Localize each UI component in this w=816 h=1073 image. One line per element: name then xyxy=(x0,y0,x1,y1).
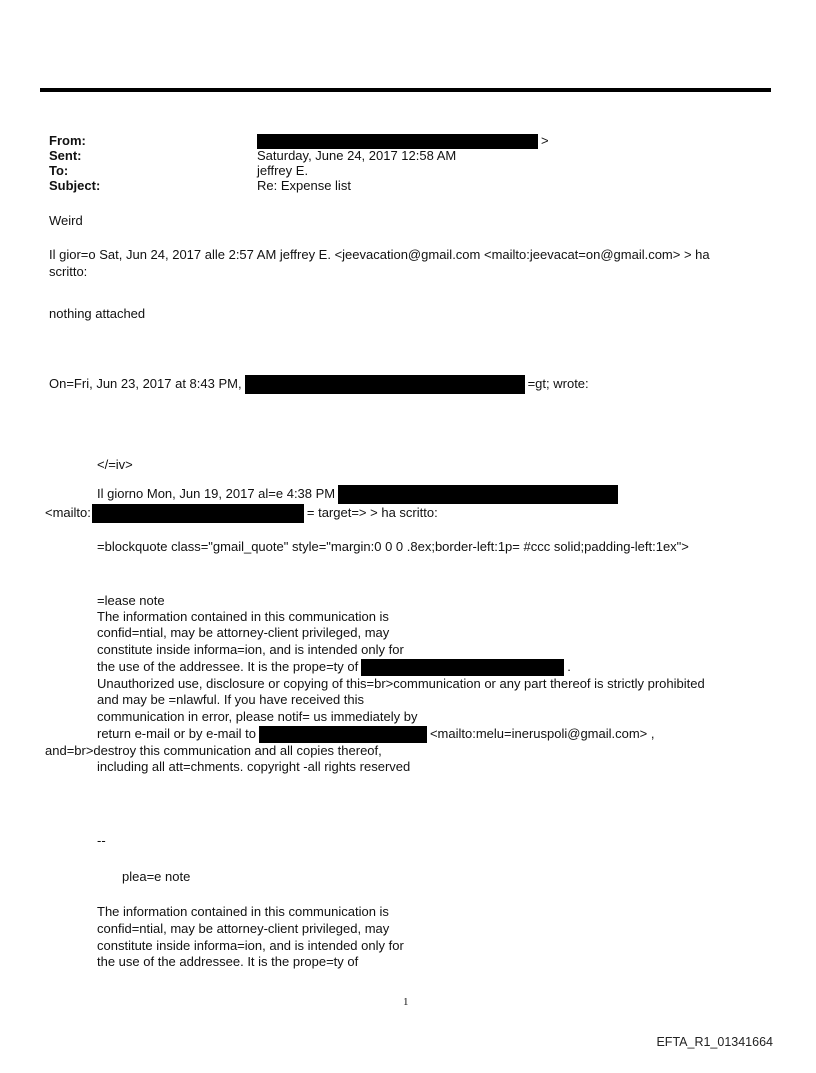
disclaimer-line: confid=ntial, may be attorney-client privileged, may xyxy=(97,921,390,936)
disclaimer-line: <mailto:melu=ineruspoli@gmail.com> , xyxy=(429,726,655,741)
from-line xyxy=(257,133,549,149)
disclaimer-line: . xyxy=(567,659,571,674)
redaction xyxy=(257,134,538,149)
disclaimer-line: communication in error, please notif= us immediately by xyxy=(97,709,418,724)
disclaimer-line: =lease note xyxy=(97,593,165,608)
redaction xyxy=(92,504,304,523)
subject-label: Subject: xyxy=(49,178,101,193)
disclaimer-line: return e-mail or by e-mail to xyxy=(97,726,256,741)
body-line-group xyxy=(45,504,438,523)
disclaimer-line: the use of the addressee. It is the prope=ty of xyxy=(97,954,359,969)
sent-label: Sent: xyxy=(49,148,82,163)
disclaimer-line-group xyxy=(97,659,571,676)
redaction xyxy=(245,375,525,394)
body-line: Weird xyxy=(49,213,83,228)
disclaimer-line: and may be =nlawful. If you have received this xyxy=(97,692,365,707)
disclaimer-line: plea=e note xyxy=(122,869,191,884)
disclaimer-line: The information contained in this communication is xyxy=(97,904,389,919)
disclaimer-line: including all att=chments. copyright -all rights reserved xyxy=(97,759,411,774)
redaction xyxy=(259,726,427,743)
body-line: Il gior=o Sat, Jun 24, 2017 alle 2:57 AM jeffrey E. <jeevacation@gmail.com <mailto:jeevacat=on@gmail.com> > ha xyxy=(49,247,710,262)
disclaimer-line: The information contained in this communication is xyxy=(97,609,389,624)
from-label: From: xyxy=(49,133,86,148)
body-line: On=Fri, Jun 23, 2017 at 8:43 PM, xyxy=(49,375,242,391)
disclaimer-line: the use of the addressee. It is the prope=ty of xyxy=(97,659,359,674)
sent-value: Saturday, June 24, 2017 12:58 AM xyxy=(257,148,457,163)
body-line: =blockquote class="gmail_quote" style="margin:0 0 0 .8ex;border-left:1p= #ccc solid;padding-left:1ex"> xyxy=(97,539,689,554)
body-line: Il giorno Mon, Jun 19, 2017 al=e 4:38 PM xyxy=(97,485,336,501)
redaction xyxy=(338,485,618,504)
redaction xyxy=(361,659,564,676)
disclaimer-line: constitute inside informa=ion, and is intended only for xyxy=(97,642,404,657)
body-line-group xyxy=(97,485,621,504)
separator: -- xyxy=(97,833,106,848)
to-value: jeffrey E. xyxy=(257,163,309,178)
disclaimer-line-group xyxy=(97,726,655,743)
body-line: <mailto: xyxy=(45,504,91,520)
from-suffix: > xyxy=(541,133,549,148)
body-line-group xyxy=(49,375,589,394)
body-line: nothing attached xyxy=(49,306,146,321)
subject-value: Re: Expense list xyxy=(257,178,351,193)
body-line: </=iv> xyxy=(97,457,133,472)
disclaimer-line: and=br>destroy this communication and all copies thereof, xyxy=(45,743,382,758)
header-rule xyxy=(40,88,771,92)
body-line: =gt; wrote: xyxy=(527,375,589,391)
page-number: 1 xyxy=(403,996,409,1008)
disclaimer-line: Unauthorized use, disclosure or copying of this=br>communication or any part thereof is strictly prohibited xyxy=(97,676,705,691)
body-line: = target=> > ha scritto: xyxy=(306,504,438,520)
to-label: To: xyxy=(49,163,69,178)
document-id: EFTA_R1_01341664 xyxy=(656,1035,773,1049)
disclaimer-line: constitute inside informa=ion, and is intended only for xyxy=(97,938,404,953)
body-line: scritto: xyxy=(49,264,88,279)
disclaimer-line: confid=ntial, may be attorney-client privileged, may xyxy=(97,625,390,640)
